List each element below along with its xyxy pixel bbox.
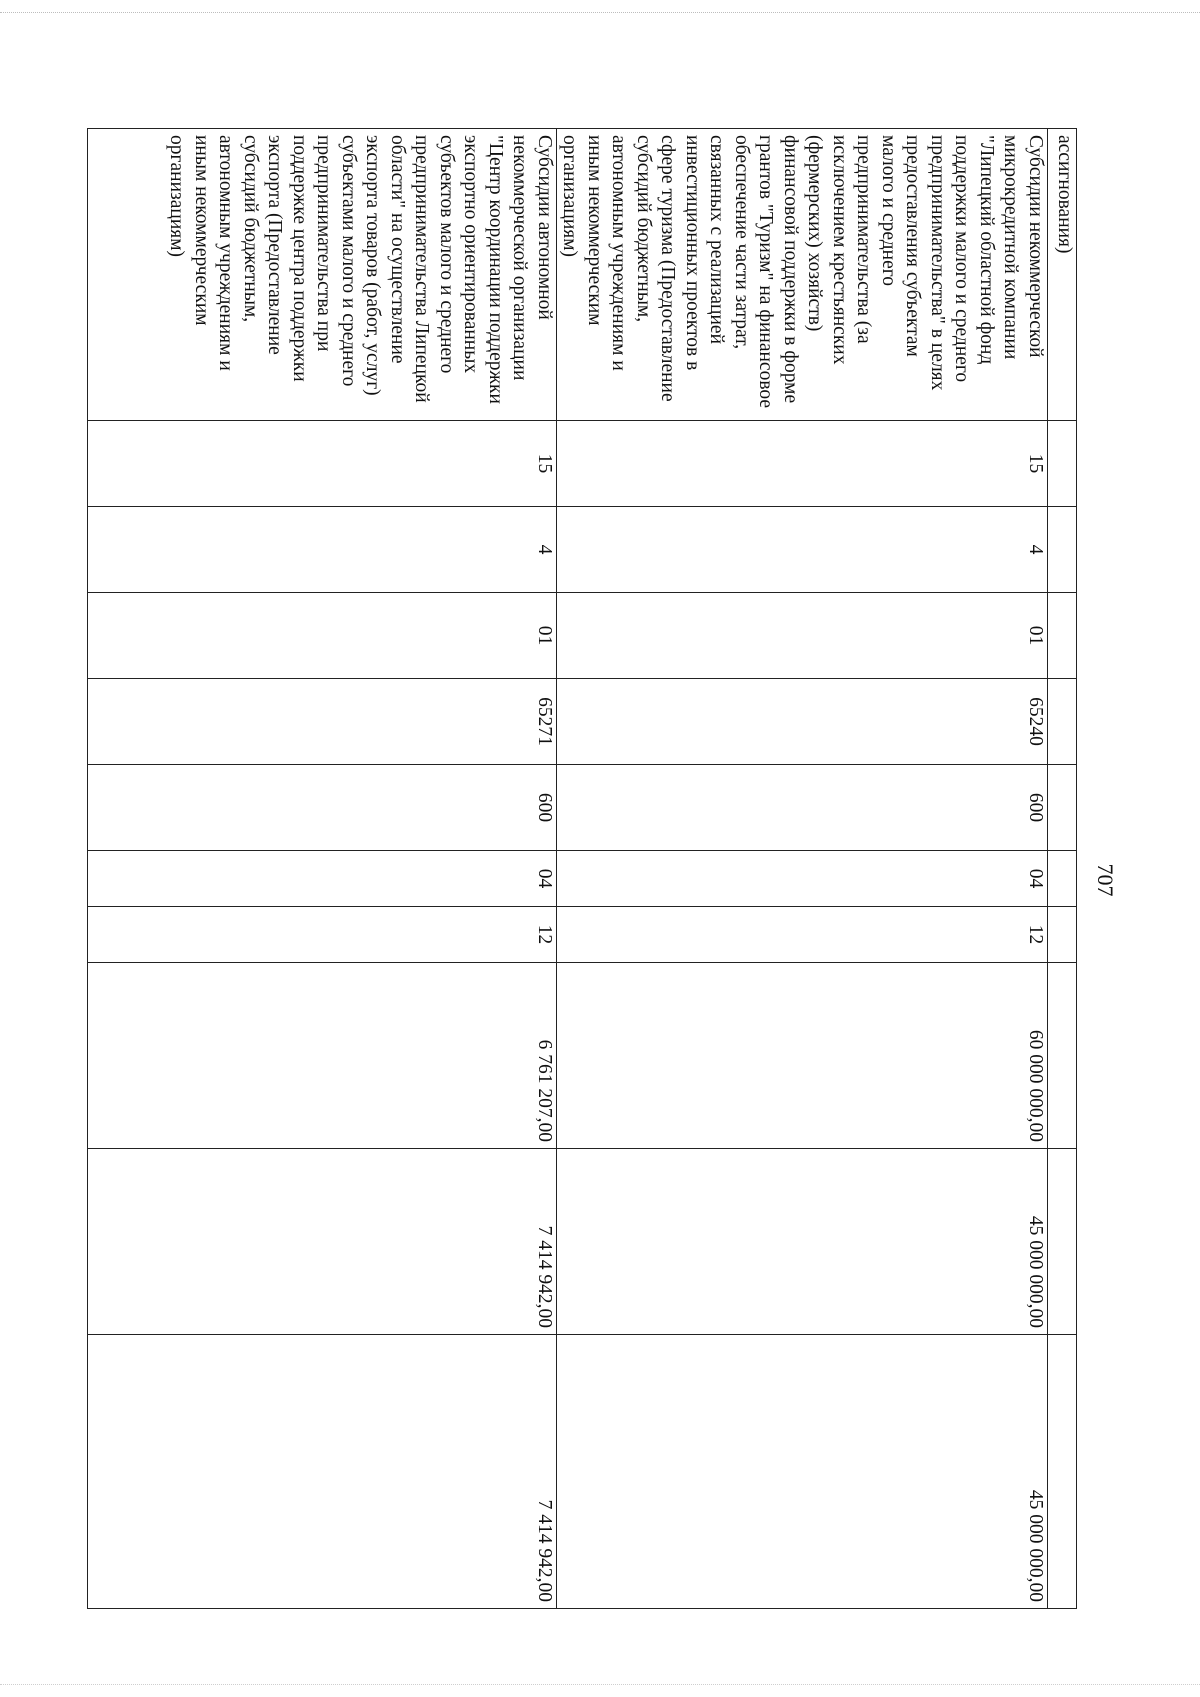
- code-cell: 600: [88, 765, 557, 851]
- amount-cell: 6 761 207,00: [88, 963, 557, 1149]
- code-cell: 01: [88, 593, 557, 679]
- table-row: [557, 129, 1048, 1609]
- table-row: [88, 129, 557, 1609]
- code-cell: 4: [88, 507, 557, 593]
- row-name-cell: Субсидии некоммерческой микрокредитной компании "Липецкий областной фонд поддержки малого и среднего предпринимательства" в целях предоставления субъектам малого и среднего предпринимательства (за исключением крестьянских (фермерских) хозяйств) финансовой поддержки в форме грантов "Туризм" на финансовое обеспечение части затрат, связанных с реализацией инвестиционных проектов в сфере туризма (Предоставление субсидий бюджетным, автономным учреждениям и иным некоммерческим организациям): [557, 129, 1048, 421]
- code-cell: 65271: [88, 679, 557, 765]
- table-row: [1048, 129, 1077, 1609]
- code-cell: [1048, 851, 1077, 907]
- code-cell: 12: [88, 907, 557, 963]
- code-cell: 600: [557, 765, 1048, 851]
- amount-cell: [1048, 963, 1077, 1149]
- amount-cell: [1048, 1335, 1077, 1609]
- amount-cell: 7 414 942,00: [88, 1335, 557, 1609]
- code-cell: [1048, 507, 1077, 593]
- scan-edge-top: [0, 12, 1200, 13]
- amount-cell: 45 000 000,00: [557, 1149, 1048, 1335]
- code-cell: [1048, 593, 1077, 679]
- amount-cell: 45 000 000,00: [557, 1335, 1048, 1609]
- code-cell: [1048, 679, 1077, 765]
- amount-cell: 7 414 942,00: [88, 1149, 557, 1335]
- code-cell: 15: [88, 421, 557, 507]
- code-cell: 4: [557, 507, 1048, 593]
- budget-table-rotated: [127, 128, 1077, 1608]
- amount-cell: [1048, 1149, 1077, 1335]
- budget-table: [87, 128, 1077, 1609]
- row-name-cell: Субсидии автономной некоммерческой организации "Центр координации поддержки экспортно ориентированных субъектов малого и среднего предпринимательства Липецкой области" на осуществление экспорта товаров (работ, услуг) субъектами малого и среднего предпринимательства при поддержке центра поддержки экспорта (Предоставление субсидий бюджетным, автономным учреждениям и иным некоммерческим организациям): [88, 129, 557, 421]
- code-cell: [1048, 907, 1077, 963]
- row-name-cell: ассигнования): [1048, 129, 1077, 421]
- code-cell: 04: [557, 851, 1048, 907]
- code-cell: [1048, 421, 1077, 507]
- code-cell: 65240: [557, 679, 1048, 765]
- code-cell: 12: [557, 907, 1048, 963]
- code-cell: 01: [557, 593, 1048, 679]
- page-number: 707: [1093, 863, 1118, 897]
- code-cell: 04: [88, 851, 557, 907]
- amount-cell: 60 000 000,00: [557, 963, 1048, 1149]
- code-cell: 15: [557, 421, 1048, 507]
- code-cell: [1048, 765, 1077, 851]
- scan-edge-bottom: [0, 1684, 1200, 1685]
